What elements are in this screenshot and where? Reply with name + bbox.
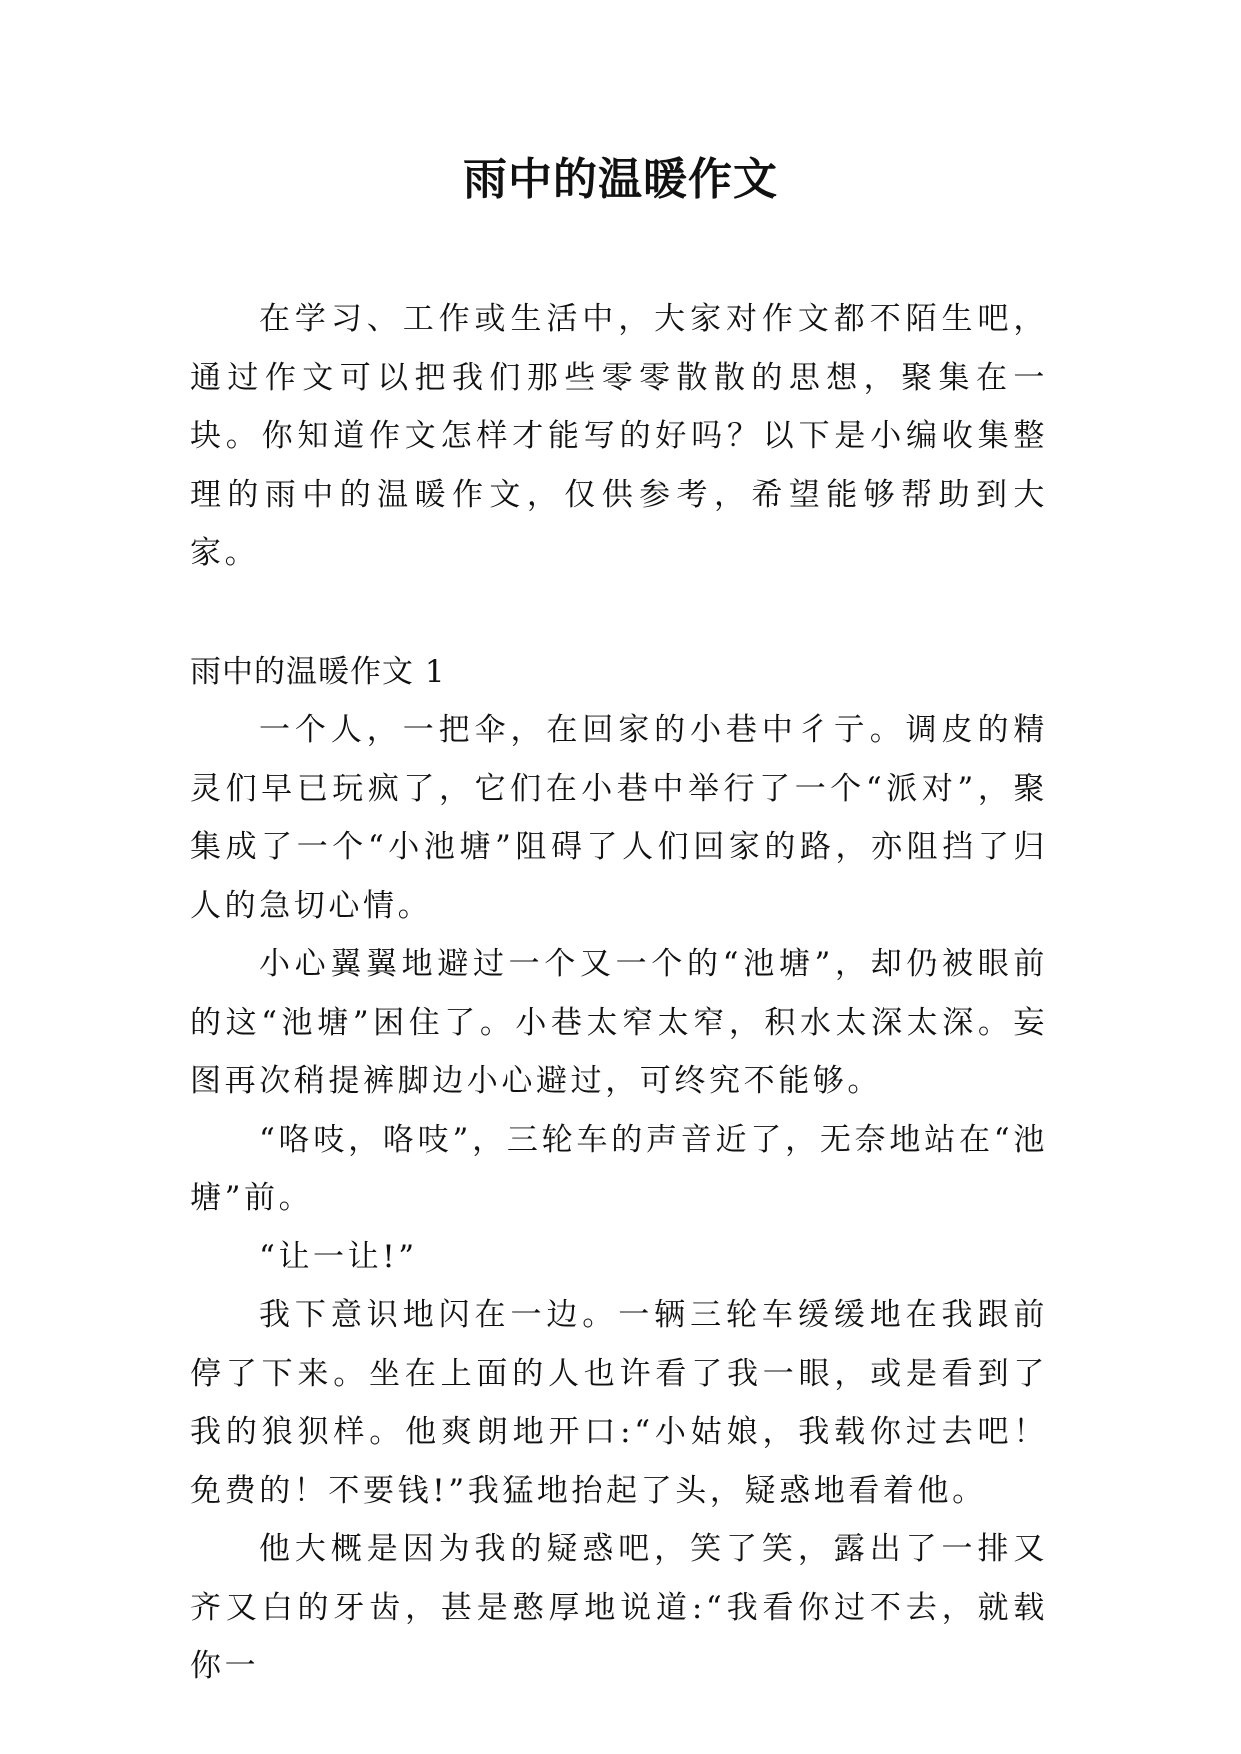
document-title: 雨中的温暖作文	[463, 154, 778, 205]
body-paragraph: 他大概是因为我的疑惑吧，笑了笑，露出了一排又齐又白的牙齿，甚是憨厚地说道:“我看你过不去，就载你一	[190, 1531, 1048, 1684]
section-heading: 雨中的温暖作文 1	[190, 653, 446, 690]
body-paragraph: “让一让!”	[259, 1238, 418, 1275]
document-body	[190, 290, 1048, 1696]
section-spacer	[190, 583, 1048, 643]
body-paragraph: 一个人，一把伞，在回家的小巷中彳亍。调皮的精灵们早已玩疯了，它们在小巷中举行了一个“派对”，聚集成了一个“小池塘”阻碍了人们回家的路，亦阻挡了归人的急切心情。	[190, 712, 1048, 924]
body-paragraph: “咯吱，咯吱”，三轮车的声音近了，无奈地站在“池塘”前。	[190, 1121, 1048, 1216]
intro-paragraph: 在学习、工作或生活中，大家对作文都不陌生吧，通过作文可以把我们那些零零散散的思想，聚集在一块。你知道作文怎样才能写的好吗？以下是小编收集整理的雨中的温暖作文，仅供参考，希望能够帮助到大家。	[190, 301, 1048, 571]
body-paragraph: 小心翼翼地避过一个又一个的“池塘”，却仍被眼前的这“池塘”困住了。小巷太窄太窄，积水太深太深。妄图再次稍提裤脚边小心避过，可终究不能够。	[190, 946, 1048, 1099]
body-paragraph: 我下意识地闪在一边。一辆三轮车缓缓地在我跟前停了下来。坐在上面的人也许看了我一眼，或是看到了我的狼狈样。他爽朗地开口:“小姑娘，我载你过去吧！免费的！不要钱!”我猛地抬起了头，疑惑地看着他。	[190, 1297, 1048, 1509]
